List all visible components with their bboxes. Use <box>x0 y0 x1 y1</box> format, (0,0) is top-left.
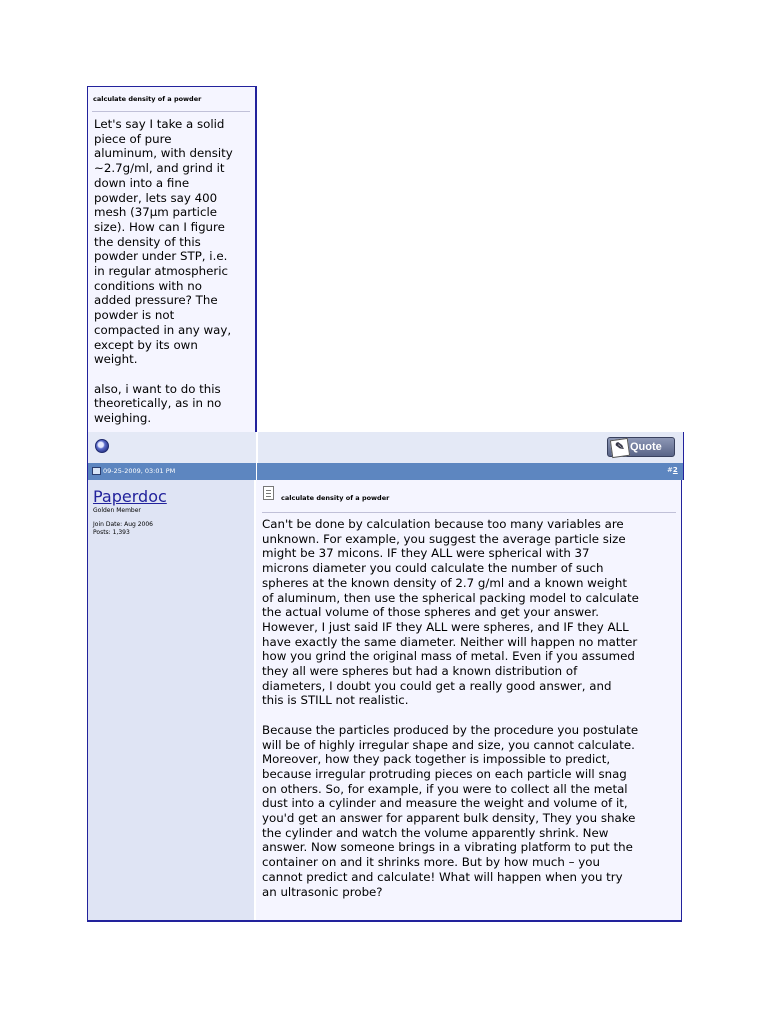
post-number-prefix: # <box>667 466 673 474</box>
quote-icon: ✎ <box>610 438 630 458</box>
post-count: Posts: 1,393 <box>93 529 130 536</box>
post-bottom-border <box>87 920 682 922</box>
user-rank: Golden Member <box>93 507 141 514</box>
user-info-panel <box>87 480 255 921</box>
quote-button[interactable] <box>607 437 675 457</box>
title-separator <box>92 111 250 112</box>
user-meta <box>93 521 153 537</box>
join-date: Join Date: Aug 2006 <box>93 521 153 528</box>
column-divider <box>256 463 257 480</box>
first-post-body <box>87 86 257 433</box>
column-divider <box>256 432 258 463</box>
post-header-bar <box>87 463 684 480</box>
document-icon <box>263 486 274 500</box>
title-separator <box>262 512 676 513</box>
post-number[interactable] <box>667 466 678 474</box>
quote-button-label: Quote <box>630 441 662 453</box>
post-date: 09-25-2009, 03:01 PM <box>103 467 176 475</box>
first-post-footer <box>87 432 684 463</box>
username-link[interactable]: Paperdoc <box>93 487 167 506</box>
post-title: calculate density of a powder <box>93 95 202 103</box>
user-offline-icon <box>95 439 109 453</box>
post-message: Can't be done by calculation because too many variables are unknown. For example, you suggest the average particle size might be 37 micons. IF they ALL were spherical with 37 microns diameter you could calculate the number of such spheres at the known density of 2.7 g/ml and a known weight of aluminum, then use the spherical packing model to calculate the actual volume of those spheres and get your answer. However, I just said IF they ALL were spheres, and IF they ALL have exactly the same diameter. Neither will happen no matter how you grind the original mass of metal. Even if you assumed they all were spheres but had a known distribution of diameters, I doubt you could get a really good answer, and this is STILL not realistic. Because the particles produced by the procedure you postulate will be of highly irregular shape and size, you cannot calculate. Moreover, how they pack together is impossible to predict, because irregular protruding pieces on each particle will snag on others. So, for example, if you were to collect all the metal dust into a cylinder and measure the weight and volume of it, you'd get an answer for apparent bulk density, They you shake the cylinder and watch the volume apparently shrink. New answer. Now someone brings in a vibrating platform to put the container on and it shrinks more. But by how much – you cannot predict and calculate! What will happen when you try an ultrasonic probe? <box>262 517 639 899</box>
post-title: calculate density of a powder <box>281 494 390 502</box>
post-status-icon <box>92 467 101 475</box>
post-number-link[interactable]: 2 <box>672 466 678 474</box>
reply-post-body <box>256 480 682 921</box>
post-message: Let's say I take a solid piece of pure aluminum, with density ~2.7g/ml, and grind it down into a fine powder, lets say 400 mesh (37µm particle size). How can I figure the density of this powder under STP, i.e. in regular atmospheric conditions with no added pressure? The powder is not compacted in any way, except by its own weight. also, i want to do this theoretically, as in no weighing. <box>94 117 233 426</box>
